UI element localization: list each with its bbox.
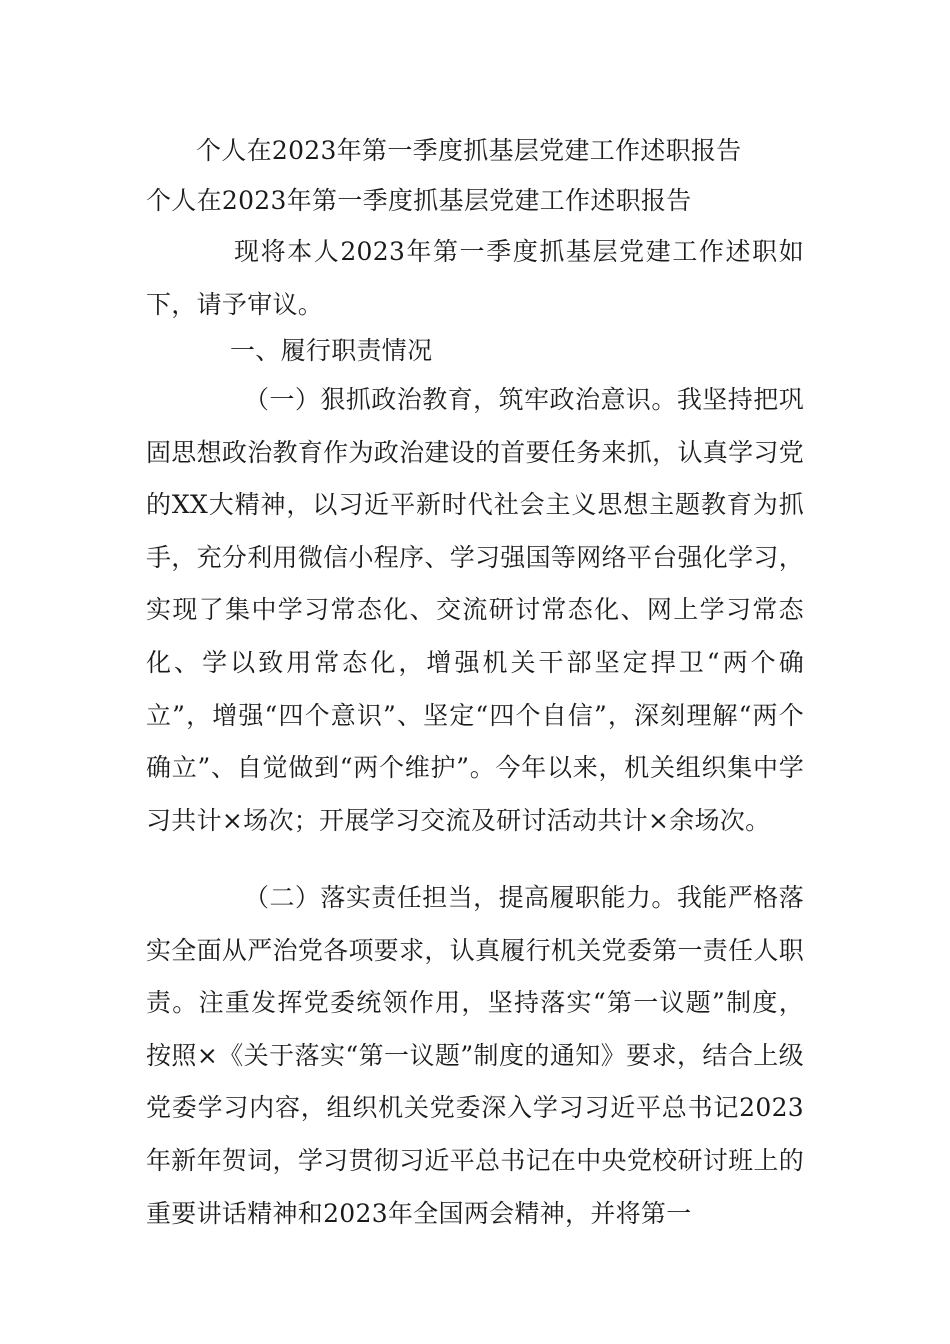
body-paragraph-2: （二）落实责任担当，提高履职能力。我能严格落实全面从严治党各项要求，认真履行机关党委第一责任人职责。注重发挥党委统领作用，坚持落实“第一议题”制度，按照×《关于落实“第一议题”制度的通知》要求，结合上级党委学习内容，组织机关党委深入学习习近平总书记2023年新年贺词，学习贯彻习近平总书记在中央党校研讨班上的重要讲话精神和2023年全国两会精神，并将第一 — [146, 883, 804, 1228]
intro-block — [146, 226, 804, 331]
body-paragraph-1: （一）狠抓政治教育，筑牢政治意识。我坚持把巩固思想政治教育作为政治建设的首要任务来抓，认真学习党的XX大精神，以习近平新时代社会主义思想主题教育为抓手，充分利用微信小程序、学习强国等网络平台强化学习，实现了集中学习常态化、交流研讨常态化、网上学习常态化、学以致用常态化，增强机关干部坚定捍卫“两个确立”，增强“四个意识”、坚定“四个自信”，深刻理解“两个确立”、自觉做到“两个维护”。今年以来，机关组织集中学习共计×场次；开展学习交流及研讨活动共计×余场次。 — [146, 385, 804, 835]
paragraph-2-block — [146, 872, 804, 1240]
document-title-line-2: 个人在2023年第一季度抓基层党建工作述职报告 — [146, 186, 692, 215]
paragraph-1-block — [146, 374, 804, 847]
document-title-line-1: 个人在2023年第一季度抓基层党建工作述职报告 — [196, 136, 742, 165]
intro-paragraph: 现将本人2023年第一季度抓基层党建工作述职如下，请予审议。 — [146, 237, 804, 319]
section-heading: 一、履行职责情况 — [230, 336, 433, 365]
